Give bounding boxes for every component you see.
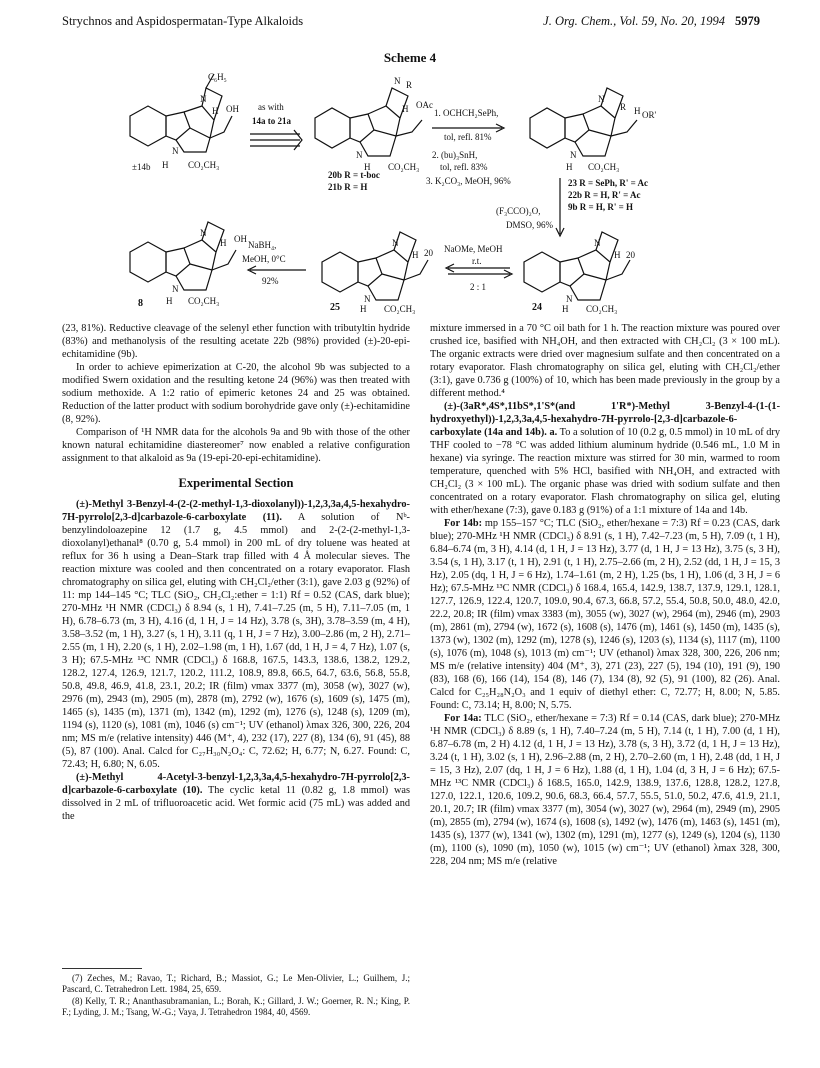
scheme-label: R: [406, 80, 413, 90]
running-head: [62, 14, 760, 32]
scheme-label: (F₃CCO)₂O,: [496, 206, 541, 216]
scheme-label: as with: [258, 102, 284, 112]
scheme-label: N: [200, 228, 207, 238]
scheme-label: N: [172, 284, 179, 294]
journal-name: J. Org. Chem., Vol. 59, No. 20, 1994: [543, 14, 725, 28]
compound-title: (±)-Methyl 3-Benzyl-4-(2-(2-methyl-1,3-dioxolanyl))-1,2,3,3a,4,5-hexahydro-7H-pyrrolo[2,3-d]carbazole-6-carboxylate (11).: [62, 499, 410, 523]
scheme-label: N: [172, 146, 179, 156]
scheme-label: tol, refl. 81%: [444, 132, 492, 142]
part-label: a.: [546, 427, 558, 438]
scheme-label: DMSO, 96%: [506, 220, 554, 230]
structure-25: [322, 232, 434, 314]
structure-20b-21b: [315, 76, 433, 192]
paragraph-body: A solution of Nᵇ-benzylindoloazepine 12 (1.7 g, 4.5 mmol) and 2-(2-(2-methyl-1,3-dioxolanyl)ethanal⁸ (0.70 g, 5.4 mmol) in 200 mL of dry toluene was heated at reflux for 36 h using a Dean–Stark trap filled with 4 Å molecular sieves. The reaction mixture was cooled and then concentrated on a rotary evaporator. Flash chromatography on silica gel, eluting with CH₂Cl₂/ether (3:1), gave 2.03 g (92%) of 11: mp 144–145 °C; TLC (SiO₂, CH₂Cl₂:ether = 1:1) Rf = 0.52 (CAS, dark blue); 270-MHz ¹H NMR (CDCl₃) δ 8.94 (s, 1 H), 7.41–7.25 (m, 5 H), 7.11–7.05 (m, 1 H), 6.78–6.73 (m, 3 H), 4.16 (d, 1 H, J = 14 Hz), 3.78 (s, 3H), 3.78–3.59 (m, 4 H), 3.58–3.52 (m, 1 H), 3.27 (s, 1 H), 3.11 (q, 1 H, J = 7 Hz), 3.00–2.86 (m, 2 H), 2.71–2.55 (m, 1 H), 2.20 (s, 1 H), 2.02–1.98 (m, 1 H), 1.67 (dd, 1 H, J = 4, 7 Hz), 1.07 (s, 3 H); 67.5-MHz ¹³C NMR (CDCl₃) δ 168.8, 167.5, 143.3, 138.6, 138.2, 129.2, 128.2, 127.4, 126.9, 121.7, 120.2, 111.2, 108.9, 89.8, 66.5, 64.7, 63.6, 56.8, 55.8, 50.8, 49.8, 46.9, 41.8, 23.1, 20.2; IR (film) νmax 3377 (m), 3058 (w), 3027 (w), 2976 (m), 2943 (m), 2905 (m), 2878 (m), 2792 (w), 1676 (s), 1609 (s), 1475 (m), 1465 (s), 1435 (m), 1371 (m), 1342 (m), 1292 (m), 1276 (s), 1248 (s), 1209 (m), 1194 (s), 1120 (s), 1081 (m), 1046 (s) cm⁻¹; UV (ethanol) λmax 326, 300, 226, 204 nm; MS m/e (relative intensity) 446 (M⁺, 4), 232 (17), 227 (8), 134 (6), 91 (45), 88 (5), 87 (100). Anal. Calcd for C₂₇H₃₀N₂O₄: C, 72.62; H, 6.77; N, 6.27. Found: C, 72.43; H, 6.80; N, 6.05.: [62, 512, 410, 770]
scheme-label: 8: [138, 298, 143, 309]
paragraph: In order to achieve epimerization at C-20, the alcohol 9b was subjected to a modified Swern oxidation and the resulting ketone 24 (96%) was then treated with sodium methoxide. A 1:2 ratio of epimeric ketones 24 and 25 was obtained. Reduction of the latter product with sodium borohydride gave only (±)-echitamidine (8, 92%).: [62, 362, 410, 425]
scheme-label: CO₂CH₃: [188, 296, 220, 306]
scheme-label: 2 : 1: [470, 282, 487, 292]
scheme-title: Scheme 4: [383, 50, 437, 65]
scheme-label: 9b R = H, R' = H: [568, 202, 634, 212]
footnote: (7) Zeches, M.; Ravao, T.; Richard, B.; Massiot, G.; Le Men-Olivier, L.; Guilhem, J.; Pascard, C. Tetrahedron Lett. 1984, 25, 659.: [62, 973, 410, 994]
scheme-label: C₆H₅: [208, 72, 227, 82]
scheme-label: 24: [532, 302, 542, 313]
scheme-label: H: [412, 250, 419, 260]
scheme-label: CO₂CH₃: [384, 304, 416, 314]
scheme-label: 20b R = t-boc: [328, 170, 380, 180]
scheme-label: tol, refl. 83%: [440, 162, 488, 172]
compound-title: For 14b:: [444, 518, 483, 529]
structure-14b: [130, 72, 239, 172]
scheme-label: CO₂CH₃: [588, 162, 620, 172]
paragraph-body: To a solution of 10 (0.2 g, 0.5 mmol) in 10 mL of dry THF cooled to −78 °C was added lithium aluminum hydride (0.546 mL, 1.0 M in hexane) via syringe. The reaction mixture was stirred for 30 min, warmed to room temperature, quenched with 5% HCl, basified with NH₄OH, and extracted with CH₂Cl₂ (3 × 100 mL). The organic phase was dried with sodium sulfate and then concentrated on a rotary evaporator. Flash chromatography on silica gel, eluting with ether/hexane (7:3), gave 0.183 g (91%) of a 1:1 mixture of 14a and 14b.: [430, 427, 781, 516]
scheme-label: CO₂CH₃: [586, 304, 618, 314]
scheme-label: CO₂CH₃: [188, 160, 220, 170]
left-column: [62, 322, 410, 962]
paragraph: (23, 81%). Reductive cleavage of the selenyl ether function with tributyltin hydride (83%) and methanolysis of the resulting acetate 22b (98%) provided (±)-20-epi-echitamidine (9b).: [62, 323, 410, 360]
footnote-rule: [62, 968, 142, 969]
footnote: (8) Kelly, T. R.; Ananthasubramanian, L.; Borah, K.; Gillard, J. W.; Goerner, R. N.; King, P. F.; Lyding, J. M.; Tsang, W.-G.; Vaya, J. Tetrahedron 1984, 40, 4569.: [62, 996, 410, 1017]
scheme-label: H: [166, 296, 173, 306]
scheme-label: 14a to 21a: [252, 116, 291, 126]
scheme-label: 92%: [262, 276, 279, 286]
structure-24: [524, 232, 636, 314]
scheme-label: OH: [234, 234, 247, 244]
scheme-label: N: [200, 94, 207, 104]
scheme-label: 22b R = H, R' = Ac: [568, 190, 641, 200]
scheme-label: N: [364, 294, 371, 304]
scheme-label: N: [394, 76, 401, 86]
journal-citation: [543, 14, 760, 29]
scheme-label: R: [620, 102, 627, 112]
structure-23-22b-9b: [530, 88, 657, 172]
compound-title: (±)-Methyl 4-Acetyl-3-benzyl-1,2,3,3a,4,5-hexahydro-7H-pyrrolo[2,3-d]carbazole-6-carboxylate (10).: [62, 772, 410, 796]
scheme-label: r.t.: [472, 256, 482, 266]
scheme-label: H: [402, 104, 409, 114]
paragraph-body: The cyclic ketal 11 (0.82 g, 1.8 mmol) was dissolved in 2 mL of trifluoroacetic acid. Wet formic acid (75 mL) was added and the: [62, 785, 410, 822]
scheme-label: H: [360, 304, 367, 314]
reaction-arrow: [250, 130, 302, 150]
scheme-label: H: [364, 162, 371, 172]
scheme-label: N: [356, 150, 363, 160]
running-head-title: Strychnos and Aspidospermatan-Type Alkaloids: [62, 14, 304, 28]
structure-8: [130, 222, 247, 309]
compound-title: For 14a:: [444, 713, 482, 724]
scheme-label: 20: [626, 250, 635, 260]
experimental-paragraph: [430, 517, 780, 712]
paragraph: Comparison of ¹H NMR data for the alcohols 9a and 9b with those of the other known natural echitamidine diastereomer⁷ now enabled a relative configuration assignment to that alkaloid as 9a (19-epi-20-epi-echitamidine).: [62, 427, 410, 464]
compound-title: (±)-(3aR*,4S*,11bS*,1'S*(and 1'R*)-Methyl 3-Benzyl-4-(1-(1-hydroxyethyl))-1,2,3,3a,4,5-hexahydro-7H-pyrrolo-[2,3-d]carbazole-6-carboxylate (14a and 14b).: [430, 401, 780, 438]
scheme-label: H: [634, 106, 641, 116]
scheme-label: H: [566, 162, 573, 172]
scheme-label: 1. OCHCH₂SePh,: [434, 108, 499, 118]
paragraph-body: TLC (SiO₂, ether/hexane = 7:3) Rf = 0.14 (CAS, dark blue); 270-MHz ¹H NMR (CDCl₃) δ 8.89 (s, 1 H), 7.40–7.24 (m, 5 H), 7.14 (t, 1 H), 7.00 (d, 1 H), 6.87–6.78 (m, 2 H) 4.12 (d, 1 H, J = 13 Hz), 3.78 (s, 3 H), 3.72 (d, 1 H, J = 13 Hz), 3.24 (t, 1 H), 3.02 (s, 1 H), 2.96–2.88 (m, 2 H), 2.70–2.60 (m, 1 H), 2.48 (dd, 1 H, J = 15, 3 Hz), 2.07 (dq, 1 H, J = 6 Hz), 1.88 (d, 1 H), 1.04 (d, 3 H, J = 6 Hz); 67.5-MHz ¹³C NMR (CDCl₃) δ 168.5, 165.0, 142.9, 138.9, 137.6, 128.8, 128.2, 127.8, 127.0, 122.1, 120.6, 109.2, 90.6, 68.3, 66.4, 57.7, 55.5, 51.0, 50.2, 47.6, 41.9, 21.1, 20.1, 20.7; IR (film) νmax 3377 (m), 3054 (w), 3027 (w), 2964 (m), 2949 (m), 2905 (m), 2855 (m), 2794 (w), 1674 (s), 1608 (s), 1492 (w), 1476 (m), 1463 (s), 1451 (m), 1435 (s), 1377 (w), 1341 (w), 1302 (m), 1291 (m), 1277 (s), 1249 (s), 1204 (s), 1130 (m), 1100 (s), 1090 (m), 1050 (w), 1015 (w) cm⁻¹; UV (ethanol) λmax 328, 300, 228, 204 nm; MS m/e (relative: [430, 713, 781, 867]
scheme-label: CO₂CH₃: [388, 162, 420, 172]
scheme-label: ±14b: [132, 162, 151, 172]
scheme-label: 23 R = SePh, R' = Ac: [568, 178, 649, 188]
scheme-label: 2. (bu)₃SnH,: [432, 150, 478, 160]
scheme-label: 21b R = H: [328, 182, 368, 192]
scheme-label: 25: [330, 302, 340, 313]
scheme-label: NaBH₄,: [248, 240, 277, 250]
scheme-label: OAc: [416, 100, 433, 110]
paragraph: mixture immersed in a 70 °C oil bath for 1 h. The reaction mixture was poured over crushed ice, basified with NH₄OH, and then extracted with CH₂Cl₂ (3 × 100 mL). The organic extracts were dried over magnesium sulfate and then concentrated on a rotary evaporator. Flash chromatography on silica gel, eluting with CH₂Cl₂/ether (3:1), gave 0.736 g (100%) of 10, which has been made previously in the group by a different method.⁴: [430, 323, 780, 399]
scheme-label: H: [162, 160, 169, 170]
scheme-label: 20: [424, 248, 433, 258]
paragraph-body: mp 155–157 °C; TLC (SiO₂, ether/hexane = 7:3) Rf = 0.23 (CAS, dark blue); 270-MHz ¹H NMR (CDCl₃) δ 8.91 (s, 1 H), 7.42–7.23 (m, 5 H), 7.09 (t, 1 H), 6.84–6.74 (m, 3 H), 4.14 (d, 1 H, J = 13 Hz), 3.77 (d, 1 H, J = 13 Hz), 3.75 (s, 3 H), 3.54 (s, 1 H), 3.17 (t, 1 H), 2.91 (t, 1 H), 2.75–2.66 (m, 2 H), 2.52 (dd, 1 H, J = 15, 3 Hz), 2.05 (dq, 1 H, J = 6 Hz), 1.74–1.61 (m, 2 H), 1.25 (bs, 1 H), 1.06 (d, 3 H, J = 6 Hz); 67.5-MHz ¹³C NMR (CDCl₃) δ 168.4, 165.4, 142.9, 138.7, 137.9, 129.1, 128.1, 127.7, 126.9, 122.4, 120.7, 109.0, 90.4, 67.3, 66.8, 57.2, 55.4, 50.8, 50.0, 48.0, 42.0, 22.2, 20.8; IR (film) νmax 3383 (m), 3055 (w), 3027 (w), 2964 (m), 2946 (m), 2903 (m), 2861 (m), 2794 (w), 1672 (s), 1608 (s), 1476 (m), 1461 (s), 1450 (m), 1435 (s), 1373 (w), 1302 (m), 1292 (m), 1278 (s), 1246 (s), 1203 (s), 1134 (s), 1117 (m), 1100 (s), 1076 (m), 1048 (s), 1013 (m) cm⁻¹; UV (ethanol) λmax 328, 300, 226, 206 nm; MS m/e (relative intensity) 404 (M⁺, 3), 271 (23), 227 (5), 194 (10), 191 (9), 190 (83), 168 (6), 166 (14), 154 (8), 146 (7), 134 (8), 92 (5), 91 (100), 82 (26). Anal. Calcd for C₂₅H₂₈N₂O₃ and 1 equiv of diethyl ether: C, 72.77; H, 8.00; N, 5.85. Found: C, 73.14; H, 8.00; N, 5.75.: [430, 518, 780, 711]
footnotes: [62, 968, 410, 1019]
section-heading: Experimental Section: [178, 476, 294, 490]
scheme-label: NaOMe, MeOH: [444, 244, 503, 254]
experimental-paragraph: [62, 771, 410, 823]
scheme-label: N: [594, 238, 601, 248]
page-number: 5979: [735, 14, 760, 28]
scheme-label: MeOH, 0°C: [242, 254, 286, 264]
scheme-label: 3. K₂CO₃, MeOH, 96%: [426, 176, 511, 186]
scheme-label: OR': [642, 110, 657, 120]
scheme-label: N: [570, 150, 577, 160]
experimental-paragraph: [430, 712, 780, 868]
scheme-4-diagram: [110, 66, 710, 314]
scheme-label: N: [598, 94, 605, 104]
scheme-label: H: [614, 250, 621, 260]
scheme-label: H: [220, 238, 227, 248]
experimental-paragraph: [430, 400, 780, 517]
experimental-paragraph: [62, 498, 410, 771]
scheme-label: N: [392, 238, 399, 248]
scheme-label: OH: [226, 104, 239, 114]
scheme-label: H: [562, 304, 569, 314]
scheme-label: H: [212, 106, 219, 116]
right-column: [430, 322, 780, 1052]
scheme-label: N: [566, 294, 573, 304]
